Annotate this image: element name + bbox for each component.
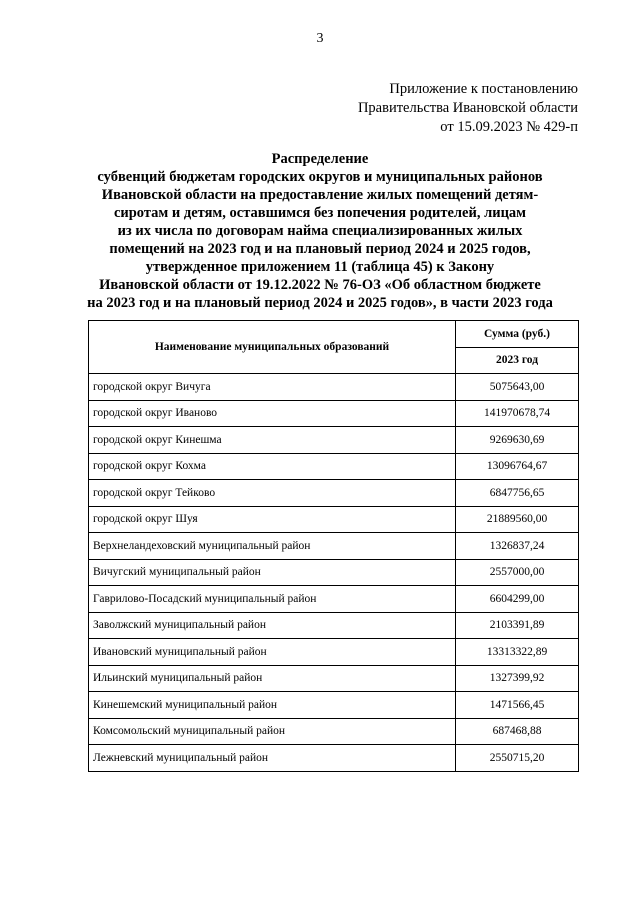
title-line: субвенций бюджетам городских округов и муниципальных районов [97, 169, 543, 185]
table-row [89, 665, 579, 692]
title-line: Распределение [271, 151, 369, 167]
municipality-name: городской округ Тейково [89, 480, 456, 507]
appendix-line: от 15.09.2023 № 429-п [440, 119, 578, 135]
table-row [89, 427, 579, 454]
table-row [89, 586, 579, 613]
table-row [89, 559, 579, 586]
municipality-name: Лежневский муниципальный район [89, 745, 456, 772]
table-row [89, 480, 579, 507]
subvention-sum: 6604299,00 [456, 586, 579, 613]
table-header-row [89, 321, 579, 348]
distribution-table [88, 320, 579, 772]
column-header-sum: Сумма (руб.) [456, 321, 579, 348]
subvention-sum: 9269630,69 [456, 427, 579, 454]
table-row [89, 612, 579, 639]
subvention-sum: 6847756,65 [456, 480, 579, 507]
municipality-name: городской округ Шуя [89, 506, 456, 533]
column-header-year: 2023 год [456, 347, 579, 374]
subvention-sum: 2550715,20 [456, 745, 579, 772]
title-line: на 2023 год и на плановый период 2024 и 2025 годов», в части 2023 года [87, 295, 553, 311]
title-line: Ивановской области от 19.12.2022 № 76-ОЗ «Об областном бюджете [99, 277, 541, 293]
table-row [89, 692, 579, 719]
table-row [89, 374, 579, 401]
municipality-name: Ильинский муниципальный район [89, 665, 456, 692]
column-header-name: Наименование муниципальных образований [89, 321, 456, 374]
subvention-sum: 21889560,00 [456, 506, 579, 533]
title-line: сиротам и детям, оставшимся без попечения родителей, лицам [113, 205, 527, 221]
table-row [89, 506, 579, 533]
title-line: Ивановской области на предоставление жилых помещений детям- [101, 187, 539, 203]
subvention-sum: 2103391,89 [456, 612, 579, 639]
municipality-name: Вичугский муниципальный район [89, 559, 456, 586]
table-row [89, 400, 579, 427]
table-row [89, 453, 579, 480]
title-line: помещений на 2023 год и на плановый период 2024 и 2025 годов, [109, 241, 531, 257]
subvention-sum: 5075643,00 [456, 374, 579, 401]
table-row [89, 533, 579, 560]
page-number: 3 [316, 31, 324, 46]
appendix-reference [358, 80, 578, 137]
subvention-sum: 13096764,67 [456, 453, 579, 480]
title-line: утвержденное приложением 11 (таблица 45) к Закону [145, 259, 495, 275]
municipality-name: городской округ Вичуга [89, 374, 456, 401]
table-row [89, 718, 579, 745]
document-title [60, 150, 580, 312]
appendix-line: Правительства Ивановской области [357, 100, 578, 116]
municipality-name: городской округ Кинешма [89, 427, 456, 454]
subvention-sum: 141970678,74 [456, 400, 579, 427]
table-row [89, 745, 579, 772]
subvention-sum: 13313322,89 [456, 639, 579, 666]
subvention-sum: 2557000,00 [456, 559, 579, 586]
table-row [89, 639, 579, 666]
title-line: из их числа по договорам найма специализированных жилых [117, 223, 523, 239]
municipality-name: городской округ Иваново [89, 400, 456, 427]
subvention-sum: 687468,88 [456, 718, 579, 745]
municipality-name: Комсомольский муниципальный район [89, 718, 456, 745]
municipality-name: городской округ Кохма [89, 453, 456, 480]
subvention-sum: 1327399,92 [456, 665, 579, 692]
subvention-sum: 1471566,45 [456, 692, 579, 719]
municipality-name: Кинешемский муниципальный район [89, 692, 456, 719]
municipality-name: Заволжский муниципальный район [89, 612, 456, 639]
municipality-name: Верхнеландеховский муниципальный район [89, 533, 456, 560]
appendix-line: Приложение к постановлению [389, 81, 578, 97]
municipality-name: Ивановский муниципальный район [89, 639, 456, 666]
subvention-sum: 1326837,24 [456, 533, 579, 560]
municipality-name: Гаврилово-Посадский муниципальный район [89, 586, 456, 613]
